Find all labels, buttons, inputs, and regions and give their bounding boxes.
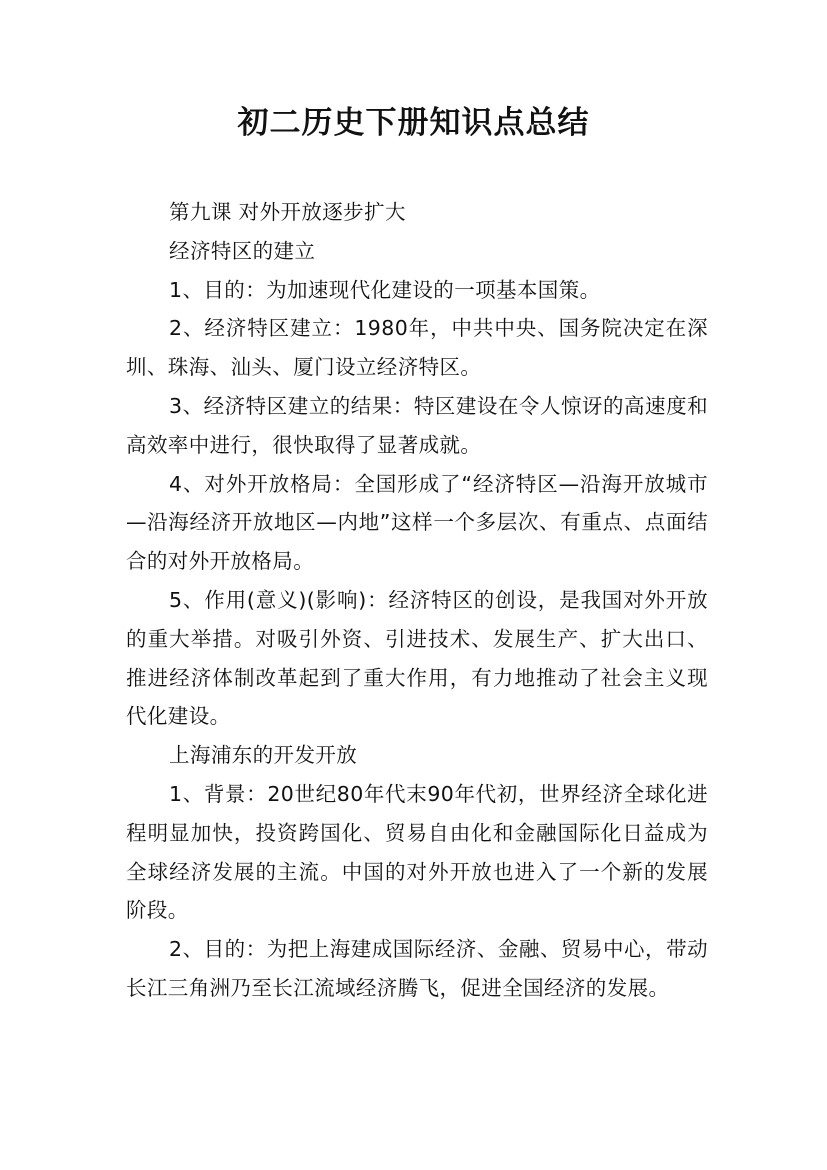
paragraph-purpose: 1、目的：为加速现代化建设的一项基本国策。 <box>169 277 601 302</box>
paragraph-result: 3、经济特区建立的结果：特区建设在令人惊讶的高速度和高效率中进行，很快取得了显著成就。 <box>126 393 708 457</box>
document-title: 初二历史下册知识点总结 <box>237 105 590 141</box>
section-heading-special-economic-zones: 经济特区的建立 <box>169 238 316 263</box>
document-body <box>126 193 708 1008</box>
paragraph-establishment: 2、经济特区建立：1980年，中共中央、国务院决定在深圳、珠海、汕头、厦门设立经济特区。 <box>126 316 708 380</box>
paragraph-opening-pattern: 4、对外开放格局：全国形成了“经济特区—沿海开放城市—沿海经济开放地区—内地”这样一个多层次、有重点、点面结合的对外开放格局。 <box>126 471 708 574</box>
lesson-heading: 第九课 对外开放逐步扩大 <box>169 200 406 224</box>
section-heading-pudong: 上海浦东的开发开放 <box>169 743 358 768</box>
paragraph-background: 1、背景：20世纪80年代末90年代初，世界经济全球化进程明显加快，投资跨国化、贸易自由化和金融国际化日益成为全球经济发展的主流。中国的对外开放也进入了一个新的发展阶段。 <box>126 781 708 923</box>
paragraph-pudong-purpose: 2、目的：为把上海建成国际经济、金融、贸易中心，带动长江三角洲乃至长江流域经济腾飞，促进全国经济的发展。 <box>126 937 708 1000</box>
paragraph-significance: 5、作用(意义)(影响)：经济特区的创设，是我国对外开放的重大举措。对吸引外资、引进技术、发展生产、扩大出口、推进经济体制改革起到了重大作用，有力地推动了社会主义现代化建设。 <box>126 587 708 729</box>
